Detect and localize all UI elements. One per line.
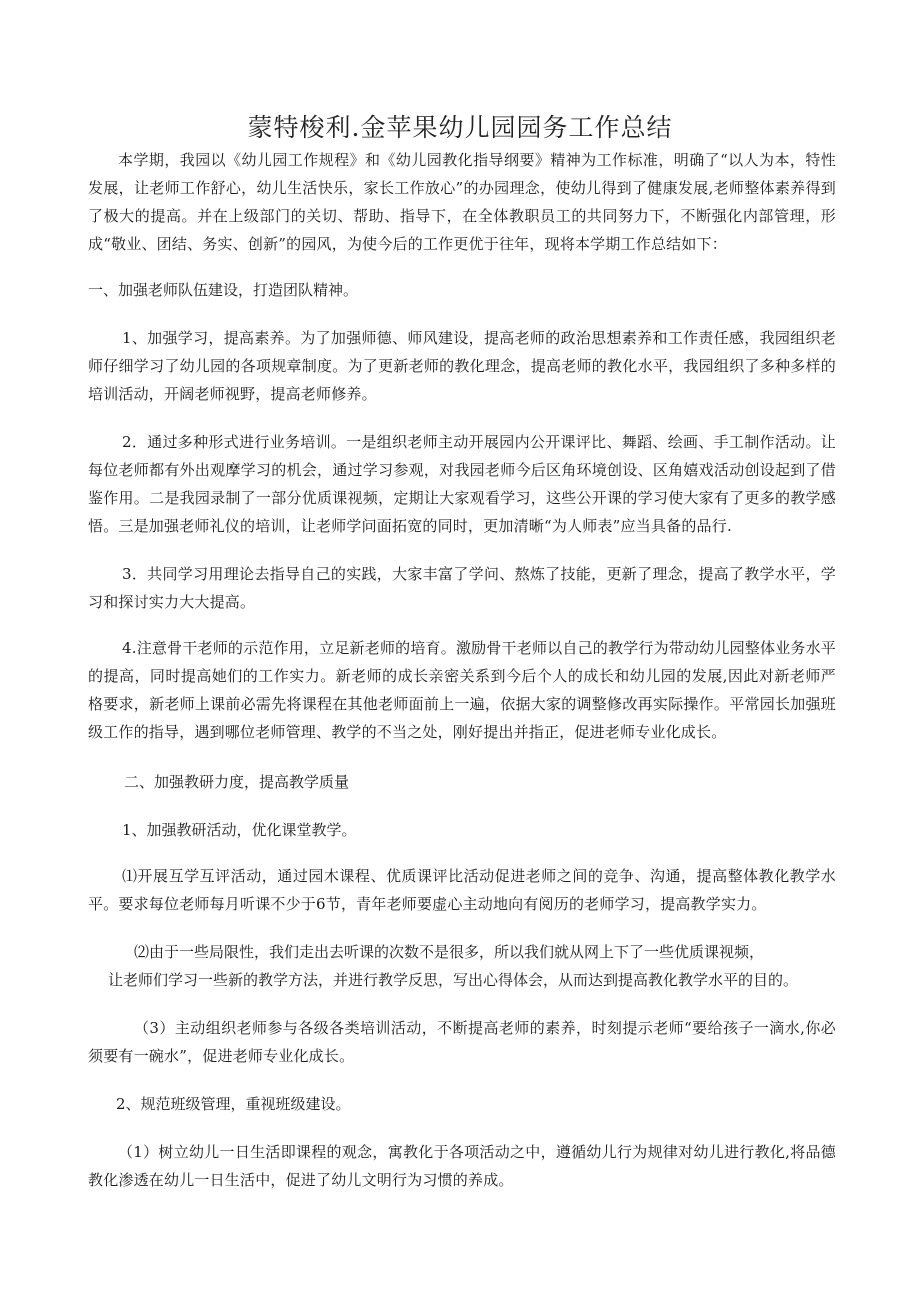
section-1-item-3: 3．共同学习用理论去指导自己的实践，大家丰富了学问、熬炼了技能，更新了理念，提高了教学水平，学习和探讨实力大大提高。 — [88, 565, 836, 611]
section-2-heading: 二、加强教研力度，提高教学质量 — [124, 773, 350, 791]
section-1-item-1: 1、加强学习，提高素养。为了加强师德、师风建设，提高老师的政治思想素养和工作责任感，我园组织老师仔细学习了幼儿园的各项规章制度。为了更新老师的教化理念，提高老师的教化水平，我园组织了多种多样的培训活动，开阔老师视野，提高老师修养。 — [88, 329, 836, 403]
section-2-sub-1-item-2: ⑵由于一些局限性，我们走出去听课的次数不是很多，所以我们就从网上下了一些优质课视频， — [134, 943, 765, 961]
section-2-sub-1-item-1: ⑴开展互学互评活动，通过园木课程、优质课评比活动促进老师之间的竞争、沟通，提高整体教化教学水平。要求每位老师每月听课不少于6节，青年老师要虚心主动地向有阅历的老师学习，提高教学实力。 — [88, 867, 836, 913]
section-2-sub-1-item-3: （3）主动组织老师参与各级各类培训活动，不断提高老师的素养，时刻提示老师“要给孩子一滴水,你必须要有一碗水”，促进老师专业化成长。 — [88, 1019, 836, 1065]
section-2-sub-1-heading: 1、加强教研活动，优化课堂教学。 — [122, 821, 357, 839]
section-1-heading: 一、加强老师队伍建设，打造团队精神。 — [88, 281, 359, 299]
document-title: 蒙特梭利.金苹果幼儿园园务工作总结 — [247, 113, 673, 142]
intro-paragraph: 本学期，我园以《幼儿园工作规程》和《幼儿园教化指导纲要》精神为工作标准，明确了“以人为本，特性发展，让老师工作舒心，幼儿生活快乐，家长工作放心”的办园理念，使幼儿得到了健康发展,老师整体素养得到了极大的提高。并在上级部门的关切、帮助、指导下，在全体教职员工的共同努力下，不断强化内部管理，形成“敬业、团结、务实、创新”的园风，为使今后的工作更优于往年，现将本学期工作总结如下： — [88, 151, 836, 253]
section-2-sub-2-heading: 2、规范班级管理，重视班级建设。 — [116, 1095, 351, 1113]
section-1-item-4: 4.注意骨干老师的示范作用，立足新老师的培育。激励骨干老师以自己的教学行为带动幼儿园整体业务水平的提高，同时提高她们的工作实力。新老师的成长亲密关系到今后个人的成长和幼儿园的发展,因此对新老师严格要求，新老师上课前必需先将课程在其他老师面前上一遍，依据大家的调整修改再实际操作。平常园长加强班级工作的指导，遇到哪位老师管理、教学的不当之处，刚好提出并指正，促进老师专业化成长。 — [88, 639, 836, 741]
section-2-sub-2-item-1: （1）树立幼儿一日生活即课程的观念，寓教化于各项活动之中，遵循幼儿行为规律对幼儿进行教化,将品德教化渗透在幼儿一日生活中，促进了幼儿文明行为习惯的养成。 — [88, 1143, 836, 1189]
section-1-item-2: 2．通过多种形式进行业务培训。一是组织老师主动开展园内公开课评比、舞蹈、绘画、手工制作活动。让每位老师都有外出观摩学习的机会，通过学习参观，对我园老师今后区角环境创设、区角嬉戏活动创设起到了借鉴作用。二是我园录制了一部分优质课视频，定期让大家观看学习，这些公开课的学习使大家有了更多的教学感悟。三是加强老师礼仪的培训，让老师学问面拓宽的同时，更加清晰“为人师表”应当具备的品行. — [88, 433, 836, 535]
section-2-sub-1-item-2-cont: 让老师们学习一些新的教学方法，并进行教学反思，写出心得体会，从而达到提高教化教学水平的目的。 — [108, 971, 799, 989]
